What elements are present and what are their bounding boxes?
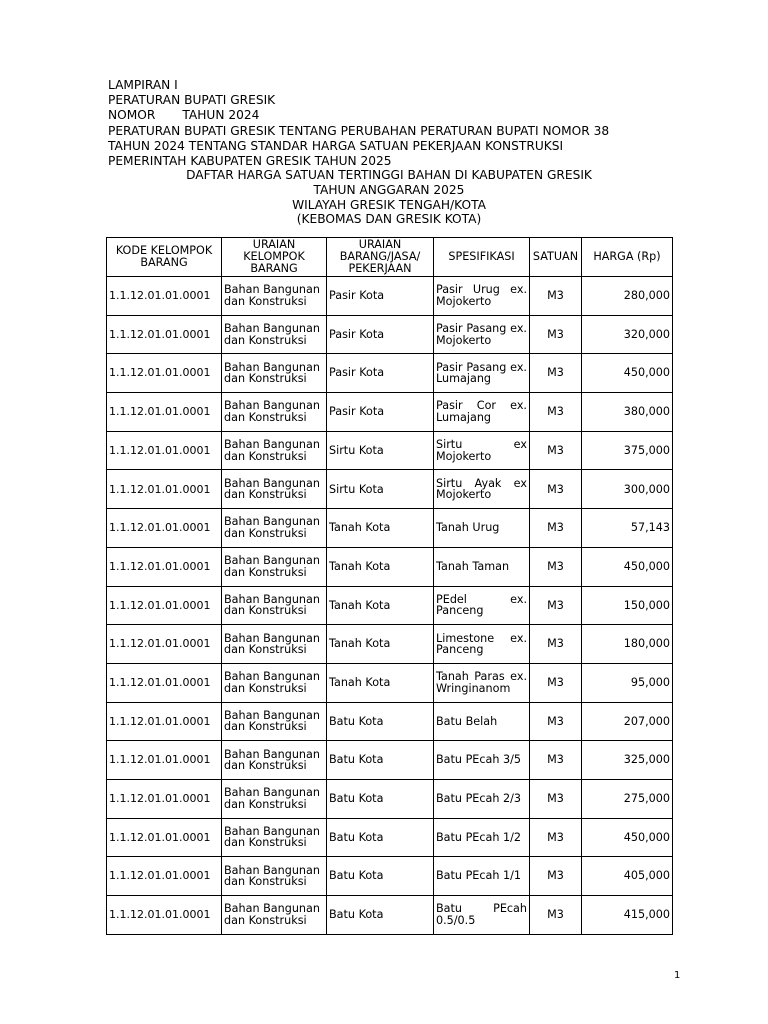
cell-uraian-barang: Tanah Kota <box>327 586 434 625</box>
table-row <box>107 896 673 935</box>
cell-uraian-kelompok: Bahan Bangunan dan Konstruksi <box>222 779 327 818</box>
cell-kode: 1.1.12.01.01.0001 <box>107 547 222 586</box>
cell-uraian-barang: Batu Kota <box>327 896 434 935</box>
cell-uraian-barang: Batu Kota <box>327 818 434 857</box>
cell-uraian-barang: Batu Kota <box>327 857 434 896</box>
cell-kode: 1.1.12.01.01.0001 <box>107 431 222 470</box>
column-header-satuan: SATUAN <box>530 238 582 277</box>
cell-satuan: M3 <box>530 393 582 432</box>
cell-uraian-kelompok: Bahan Bangunan dan Konstruksi <box>222 547 327 586</box>
cell-harga: 450,000 <box>582 354 673 393</box>
cell-harga: 280,000 <box>582 277 673 316</box>
cell-uraian-kelompok: Bahan Bangunan dan Konstruksi <box>222 857 327 896</box>
cell-harga: 150,000 <box>582 586 673 625</box>
cell-satuan: M3 <box>530 702 582 741</box>
cell-harga: 405,000 <box>582 857 673 896</box>
cell-kode: 1.1.12.01.01.0001 <box>107 470 222 509</box>
cell-uraian-barang: Tanah Kota <box>327 663 434 702</box>
cell-uraian-kelompok: Bahan Bangunan dan Konstruksi <box>222 431 327 470</box>
cell-uraian-kelompok: Bahan Bangunan dan Konstruksi <box>222 818 327 857</box>
header-line-tentang-3: PEMERINTAH KABUPATEN GRESIK TAHUN 2025 <box>108 154 392 169</box>
table-header-row <box>107 238 673 277</box>
cell-kode: 1.1.12.01.01.0001 <box>107 509 222 548</box>
cell-spesifikasi: Batu PEcah 0.5/0.5 <box>434 896 530 935</box>
cell-harga: 415,000 <box>582 896 673 935</box>
cell-satuan: M3 <box>530 315 582 354</box>
cell-uraian-kelompok: Bahan Bangunan dan Konstruksi <box>222 625 327 664</box>
table-row <box>107 741 673 780</box>
cell-uraian-kelompok: Bahan Bangunan dan Konstruksi <box>222 354 327 393</box>
table-row <box>107 663 673 702</box>
cell-uraian-kelompok: Bahan Bangunan dan Konstruksi <box>222 277 327 316</box>
cell-harga: 180,000 <box>582 625 673 664</box>
cell-satuan: M3 <box>530 779 582 818</box>
cell-spesifikasi: Sirtu ex Mojokerto <box>434 431 530 470</box>
cell-harga: 207,000 <box>582 702 673 741</box>
cell-spesifikasi: Limestone ex. Panceng <box>434 625 530 664</box>
cell-satuan: M3 <box>530 625 582 664</box>
table-row <box>107 509 673 548</box>
cell-harga: 325,000 <box>582 741 673 780</box>
cell-harga: 450,000 <box>582 818 673 857</box>
table-row <box>107 857 673 896</box>
cell-kode: 1.1.12.01.01.0001 <box>107 354 222 393</box>
cell-harga: 320,000 <box>582 315 673 354</box>
cell-spesifikasi: Pasir Pasang ex. Mojokerto <box>434 315 530 354</box>
cell-uraian-kelompok: Bahan Bangunan dan Konstruksi <box>222 470 327 509</box>
cell-kode: 1.1.12.01.01.0001 <box>107 315 222 354</box>
cell-spesifikasi: Pasir Cor ex. Lumajang <box>434 393 530 432</box>
cell-spesifikasi: Pasir Pasang ex. Lumajang <box>434 354 530 393</box>
column-header-kode: KODE KELOMPOK BARANG <box>107 238 222 277</box>
cell-satuan: M3 <box>530 857 582 896</box>
cell-uraian-kelompok: Bahan Bangunan dan Konstruksi <box>222 741 327 780</box>
cell-uraian-barang: Batu Kota <box>327 741 434 780</box>
table-row <box>107 818 673 857</box>
column-header-uraian-barang: URAIAN BARANG/JASA/ PEKERJAAN <box>327 238 434 277</box>
cell-spesifikasi: Sirtu Ayak ex Mojokerto <box>434 470 530 509</box>
cell-uraian-barang: Tanah Kota <box>327 547 434 586</box>
cell-satuan: M3 <box>530 547 582 586</box>
cell-kode: 1.1.12.01.01.0001 <box>107 277 222 316</box>
title-line-3: WILAYAH GRESIK TENGAH/KOTA <box>292 197 486 212</box>
cell-kode: 1.1.12.01.01.0001 <box>107 586 222 625</box>
table-row <box>107 547 673 586</box>
cell-uraian-barang: Batu Kota <box>327 779 434 818</box>
cell-satuan: M3 <box>530 277 582 316</box>
cell-spesifikasi: PEdel ex. Panceng <box>434 586 530 625</box>
cell-kode: 1.1.12.01.01.0001 <box>107 896 222 935</box>
column-header-harga: HARGA (Rp) <box>582 238 673 277</box>
cell-satuan: M3 <box>530 354 582 393</box>
cell-satuan: M3 <box>530 586 582 625</box>
table-row <box>107 393 673 432</box>
column-header-uraian-kelompok: URAIAN KELOMPOK BARANG <box>222 238 327 277</box>
header-line-tentang-2: TAHUN 2024 TENTANG STANDAR HARGA SATUAN PEKERJAAN KONSTRUKSI <box>108 138 564 153</box>
cell-harga: 380,000 <box>582 393 673 432</box>
cell-satuan: M3 <box>530 896 582 935</box>
table-row <box>107 315 673 354</box>
table-row <box>107 277 673 316</box>
cell-satuan: M3 <box>530 509 582 548</box>
cell-harga: 57,143 <box>582 509 673 548</box>
title-line-1: DAFTAR HARGA SATUAN TERTINGGI BAHAN DI KABUPATEN GRESIK <box>186 168 592 182</box>
cell-spesifikasi: Batu PEcah 3/5 <box>434 741 530 780</box>
cell-spesifikasi: Batu PEcah 1/2 <box>434 818 530 857</box>
cell-harga: 95,000 <box>582 663 673 702</box>
title-line-2: TAHUN ANGGARAN 2025 <box>313 182 465 197</box>
cell-kode: 1.1.12.01.01.0001 <box>107 393 222 432</box>
cell-uraian-barang: Sirtu Kota <box>327 431 434 470</box>
header-line-tentang-1: PERATURAN BUPATI GRESIK TENTANG PERUBAHAN PERATURAN BUPATI NOMOR 38 <box>108 123 610 138</box>
cell-kode: 1.1.12.01.01.0001 <box>107 857 222 896</box>
cell-spesifikasi: Tanah Urug <box>434 509 530 548</box>
cell-kode: 1.1.12.01.01.0001 <box>107 818 222 857</box>
cell-satuan: M3 <box>530 741 582 780</box>
cell-kode: 1.1.12.01.01.0001 <box>107 702 222 741</box>
cell-uraian-kelompok: Bahan Bangunan dan Konstruksi <box>222 586 327 625</box>
cell-uraian-kelompok: Bahan Bangunan dan Konstruksi <box>222 896 327 935</box>
document-header <box>108 78 609 169</box>
cell-spesifikasi: Pasir Urug ex. Mojokerto <box>434 277 530 316</box>
table-row <box>107 354 673 393</box>
cell-satuan: M3 <box>530 818 582 857</box>
document-title <box>106 168 672 227</box>
cell-satuan: M3 <box>530 431 582 470</box>
cell-harga: 300,000 <box>582 470 673 509</box>
cell-kode: 1.1.12.01.01.0001 <box>107 663 222 702</box>
table-row <box>107 625 673 664</box>
cell-uraian-kelompok: Bahan Bangunan dan Konstruksi <box>222 663 327 702</box>
cell-harga: 375,000 <box>582 431 673 470</box>
cell-spesifikasi: Tanah Taman <box>434 547 530 586</box>
cell-spesifikasi: Batu Belah <box>434 702 530 741</box>
price-table <box>106 237 673 935</box>
header-line-peraturan: PERATURAN BUPATI GRESIK <box>108 93 276 108</box>
table-row <box>107 470 673 509</box>
cell-spesifikasi: Tanah Paras ex. Wringinanom <box>434 663 530 702</box>
cell-spesifikasi: Batu PEcah 2/3 <box>434 779 530 818</box>
table-body <box>107 277 673 935</box>
title-line-4: (KEBOMAS DAN GRESIK KOTA) <box>296 212 482 227</box>
cell-uraian-barang: Sirtu Kota <box>327 470 434 509</box>
table-row <box>107 586 673 625</box>
cell-uraian-barang: Pasir Kota <box>327 315 434 354</box>
cell-uraian-barang: Pasir Kota <box>327 277 434 316</box>
page-number: 1 <box>674 970 681 981</box>
cell-kode: 1.1.12.01.01.0001 <box>107 779 222 818</box>
cell-kode: 1.1.12.01.01.0001 <box>107 741 222 780</box>
table-row <box>107 431 673 470</box>
header-line-lampiran: LAMPIRAN I <box>108 78 178 92</box>
cell-kode: 1.1.12.01.01.0001 <box>107 625 222 664</box>
cell-uraian-barang: Pasir Kota <box>327 354 434 393</box>
cell-satuan: M3 <box>530 470 582 509</box>
cell-harga: 450,000 <box>582 547 673 586</box>
cell-uraian-kelompok: Bahan Bangunan dan Konstruksi <box>222 315 327 354</box>
column-header-spesifikasi: SPESIFIKASI <box>434 238 530 277</box>
cell-uraian-barang: Tanah Kota <box>327 509 434 548</box>
cell-uraian-barang: Tanah Kota <box>327 625 434 664</box>
cell-uraian-barang: Batu Kota <box>327 702 434 741</box>
cell-satuan: M3 <box>530 663 582 702</box>
table-row <box>107 702 673 741</box>
cell-uraian-kelompok: Bahan Bangunan dan Konstruksi <box>222 509 327 548</box>
cell-uraian-kelompok: Bahan Bangunan dan Konstruksi <box>222 393 327 432</box>
cell-uraian-kelompok: Bahan Bangunan dan Konstruksi <box>222 702 327 741</box>
table-row <box>107 779 673 818</box>
cell-spesifikasi: Batu PEcah 1/1 <box>434 857 530 896</box>
cell-harga: 275,000 <box>582 779 673 818</box>
header-line-nomor: NOMOR TAHUN 2024 <box>108 108 260 123</box>
cell-uraian-barang: Pasir Kota <box>327 393 434 432</box>
